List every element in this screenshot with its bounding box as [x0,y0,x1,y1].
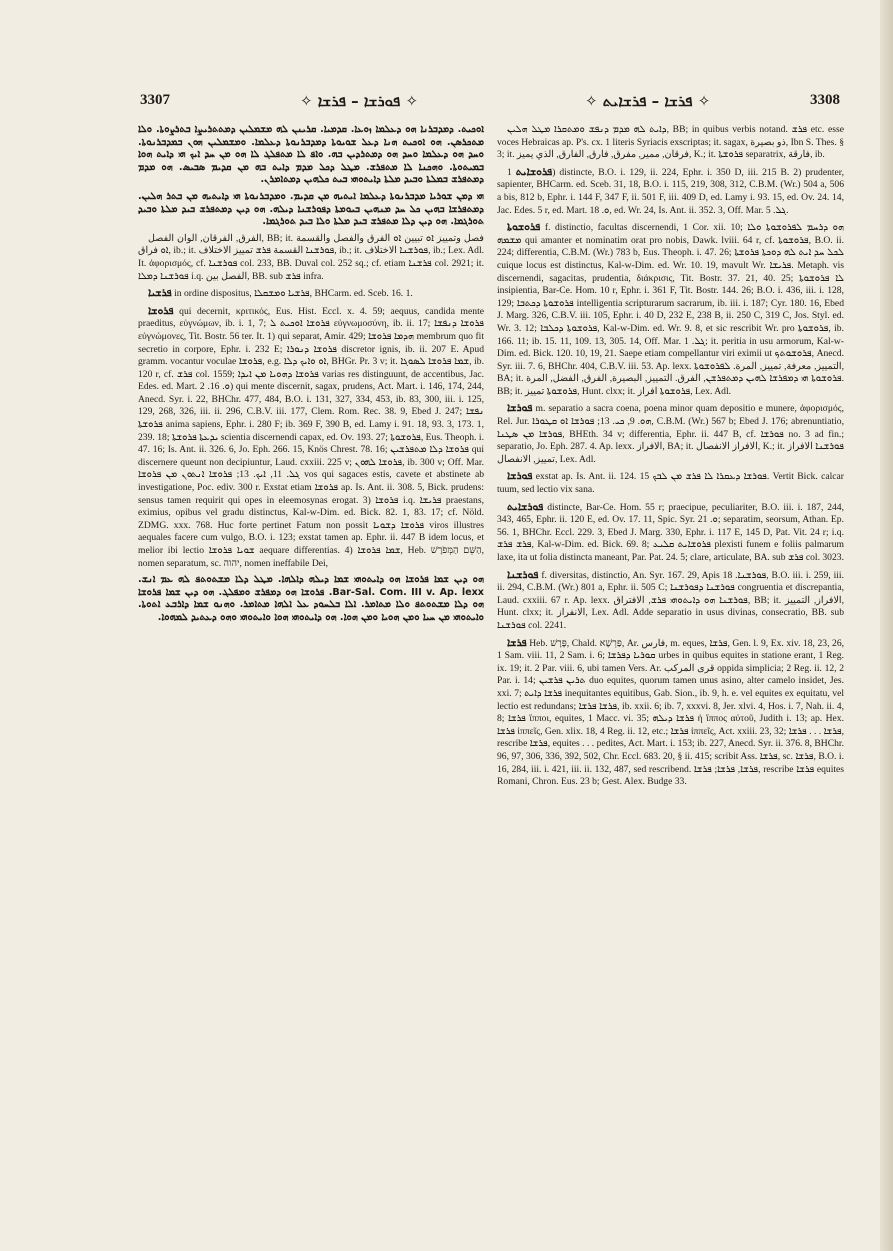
page-number-right: 3308 [810,92,840,108]
left-column [138,124,484,1224]
entry-continuation: ܕܐܝܬ ܠܗ ܡܕܡ ܕܢܦܫ ܘܡܬܩܪܐ ܡܛܠ ܗܠܝܢ, BB; in quibus verbis notand. ܦܪܫ etc. esse voces Hebraicas ap. P's. cx. 1 literis Syriacis exscriptas; it. sagax, ذو بصيرة, Ibn S. Thes. § 3; it. فرقان, ممير, مفرق, فارق, الفارق, الذي يميز, K.; it. ܦܪܘܫܬܐ separatrix, فارقة, ib. [497,124,844,161]
entry-text: m. separatio a sacra coena, poena minor quam depositio e munere, ἀφορισμός, Rel. Jur. ܗܘ. 9, ܟܝ. 13; ܦܘܪܫܐ ܐܘ ܩܛܘܪܐ, C.B.M. (Wr.) 567 b; Ebed J. 176; abrenuntiatio, ܦܘܪܫܐ ܡܢ ܣܛܢܐ, BHEth. 34 v; differentia, Ephr. ii. 447 B, cf. ܦܘܪܫܐ no. 3 ad fin.; separatio, Jo. Eph. 287. 4. Ap. lexx. الافراز, BA; it. الافراز الانفصال, K.; it. ܦܘܪܫܢܐ الافراز تمييز, الانفصال, Lex. Adl. [497,403,844,465]
page-header [140,92,840,114]
entry-text: qui decernit, κριτικός, Eus. Hist. Eccl. x. 4. 59; aequus, candida mente praeditus, εὐγνώμων, ib. i. 1, 7; ܦܪܘܫܐ ܐܘܟܝܬ ܠ εὐγνωμοσύνη, ib. ii. 17; ܦܪܘܫܐ ܕܢܦܫܐ εὐγνώμονες, Tit. Bostr. 56 ter. It. 1) qui separat, Amir. 429; ܗܕܡܐ ܦܪܘܫܐ membrum quo fit secretio in corpore, Ephr. i. 232 E; ܦܪܘܫܐ ܕܢܘܪܐ discretor ignis, ib. ii. 207 E. Apud gramm. vocantur voculae ܦܪܘܫܐ, e.g. ܐܘ ܘܐܝܟ ܕܠܐ, BHGr. Pr. 3 v; it. ܫܡܐ ܦܪܘܫܐ ܠܣܘܓܐ, ib. 120 r, cf. ܦܪܫ col. 1559; ܦܪܘܫܐ ܕܗܘܝܐ ܡܢ ܐܝܕܐ varias res distinguunt, de accentibus, Jac. Edes. ed. Mart. ܘ. 16. 2) qui mente discernit, sagax, prudens, Act. Mart. i. 146, 174, 244, Anecd. Syr. i. 22, BHChr. 477, 484, B.O. i. 131, 327, 334, 453, ib. 83, 300, iii. i. 125, 129, 268, 326, iii. ii. 296, C.B.V. iii. 177, Clem. Rom. Rec. 38. 9, Ebed J. 247; ܢܦܫܐ ܦܪܘܫܬܐ anima sapiens, Ephr. i. 280 F; ib. 369 F, 390 B, ed. Lamy i. 91. 18, 93. 3, 173. 1, 239. 18; ܝܕܥܬܐ ܦܪܘܫܬܐ scientia discernendi capax, ed. Ov. 193. 27; ܦܪܘܫܘܬܐ, Eus. Theoph. i. 47. 16; Is. Ant. ii. 326. 6, Jo. Eph. 266. 15, Knös Chrest. 78. 16; ܦܪܘܫܐ ܕܠܐ ܡܬܦܪܫܝܢ qui discernere queunt non decipiuntur, Laud. cxxiii. 225 v; ܦܪܘܫܐ ܠܗܘܢ, ib. 300 v; Off. Mar. ܓܠ. 11, ܐܝܟ. 13; ܦܪܘܫܐ ܐܢܬܘܢ ܡܢ ܦܪܘܫܐ vos qui sagaces estis, cavete et abstinete ab investigatione, Poc. ediv. 300 r. Exstat etiam ܦܪܘܫܐ ap. Is. Ant. ii. 308. 5, Bick. prudens: sensus tamen requirit qui opes in eleemosynas erogat. 3) ܦܪܘܫܐ i.q. ܦܪܝܫܐ praestans, eximius, opibus vel gradu distinctus, Kal-w-Dim. ed. Bick. 82. 1, 83. 17; cf. Nöld. ZDMG. xxx. 768. Huc forte pertinet Fatum non possit ܦܪܘܫܐ ܕܫܘܝܐ viros illustres aequales facere cum vulgo, B.O. i. 123; exstat tamen ap. Ephr. ii. 447 B idem locus, et melior ibi lectio ܫܘܝܐ ܦܪܘܫܐ aequare differentias. 4) ܫܡܐ ܦܪܘܫܐ, Heb. הַשֵּׁם הַמְּפֹרָשׁ, nomen separatum, sc. יהוה, nomen ineffabile Dei, [138,305,484,569]
entry-headword: ܦܘܪܫܐܝܬ [507,500,544,513]
entry-headword: ܦܘܪܫܢܐ [507,568,539,581]
lexicon-gloss: الفرق, الفرقان, الوان الفصل, BB; it. فصل وتمييز ܐܘ تبيين ܐܘ الفرق والفصل والقسمة ܐܘ فراق, ib.; it. ܦܘܪܫܢܐ القسمة ܦܪܫ تمييز الاختلاف, ib.; it. ܦܘܪܫܢܐ الاختلاف, ib.; Lex. Adl. It. ἀφορισμός, cf. ܦܘܪܫܢܐ col. 233, BB. Duval col. 252 sq.; cf. etiam ܦܪܫܢܐ col. 2921; it. ܦܘܪܫܢܐ ܕܡܠܐ i.q. الفصل بين, BB. sub ܦܪܫ infra. [138,232,484,282]
syriac-quotation: ܐܘܟܝܬ. ܕܡܕܒܪܢܐ ܗܘ ܕܥܠܡܐ ܙܘܥܐ. ܩܕܡܝܐ. ܩܪܝܢܢ ܠܗ ܡܫܡܠܝܢ ܕܡܬܬܪܝܨܐ ܒܬܪܨܘܬܐ. ܘܠܐ ܡܬܟܪܣܢ. ܗܘ ܐܘܟܝܬ ܗܢܐ ܕܥܠ ܫܘܝܘܬܐ ܕܡܕܒܪܢܘܬܐ ܕܥܠܡܐ. ܘܡܫܡܠܝܢ ܗܘܢ ܒܡܕܒܪܢܘܬܐ. ܘܚܕ ܗܘ ܕܥܠܡܐ ܘܚܕ ܗܘ ܕܡܬܪܕܝܢ ܒܗ. ܘܐܦ ܠܐ ܡܬܦܠܓ ܠܐ ܗܘ ܡܢ ܚܕ ܐܝܟ ܗܝ ܕܐܝܬ ܗܘܐ ܒܡܝܬܘܬܐ. ܘܗܟܢܐ ܠܐ ܡܬܦܪܫ. ܡܛܠ ܕܟܠ ܡܕܡ ܕܐܝܬ ܒܗ ܡܢ ܩܕܝܡ ܣܒܝܣ. ܗܘ ܡܕܡ ܕܡܬܦܪܫ ܒܡܠܬܐ ܘܒܝܕ ܡܠܬܐ ܕܐܝܬܘܗܝ ܒܝܬ ܟܠܗܝܢ ܕܡܬܐܡܪܢ. [138,124,484,186]
dictionary-entry [497,470,844,496]
entry-headword: ܦܘܪܫܐ [507,402,533,415]
dictionary-entry [497,221,844,398]
syriac-quotation: ܗܘ ܕܝܢ ܫܡܐ ܦܪܘܫܐ ܗܘ ܕܐܝܬܘܗܝ ܫܡܐ ܕܝܠܗ ܕܐܠܗܐ. ܡܛܠ ܕܠܐ ܡܫܬܘܬܦ ܠܗ ܥܡ ܐܢܫ. Bar-Sal. Com. III v. Ap. lexx. ܦܪܘܫܐ ܗܘ ܕܡܦܪܫ ܘܡܦܠܓ. ܗܘ ܕܝܢ ܫܡܐ ܦܪܘܫܐ ܗܘ ܕܠܐ ܡܫܬܘܬܦ ܘܠܐ ܡܬܐܡܪ. ܐܠܐ ܒܠܚܘܕ ܥܠ ܐܠܗܐ ܡܬܐܡܪ. ܘܗܢܘ ܫܡܐ ܕܐܪܒܥ ܐܬܘܬܐ. ܘܐܝܬܘܗܝ ܡܢ ܚܝܐ ܘܡܢ ܗܘܝܐ ܘܡܢ ܗܘܐ. ܗܘ ܕܐܝܬܘܗܝ ܗܘܐ ܘܐܝܬܘܗܝ ܘܗܘ ܕܥܬܝܕ ܠܡܗܘܐ. [138,574,484,623]
dictionary-entry [497,569,844,633]
entry-text: exstat ap. Is. Ant. ii. 124. 15 ܦܘܪܫܐ ܕܥܩܪܐ ܠܐ ܦܪܫ ܡܢ ܠܒܟ. Vertit Bick. calcar tuum, sed lectio vix sana. [497,471,844,496]
entry-headword: ܦܪܘܫܐܝܬ [515,165,553,178]
entry-text: distincte, Bar-Ce. Hom. 55 r; praecipue, peculiariter, B.O. iii. i. 187, 244, 343, 465, Ephr. ii. 120 E, ed. Ov. 17. 11, Spic. Syr. ܘ. 21; separatim, seorsum, Athan. Ep. 56. 1, BHChr. Eccl. 229. 3, Ebed J. Marg. 330, Ephr. i. 117 E, 145 D, Pat. Vit. 24 r; i.q. ܦܪܫ ܦܪܫ, Kal-w-Dim. ed. Bick. 69. 8; ܦܪܘܫܐܝܬ ܩܠܝܥ plexisti funem e foliis palmarum laxe, ita ut folia distincta maneant, Par. Pat. 24. 5; clare, articulate, BA. sub ܦܪܫ col. 3023. [497,501,844,563]
entry-text: f. distinctio, facultas discernendi, 1 Cor. xii. 10; ܗܘ ܕܪܚܡ ܠܦܪܘܫܘܬܐ ܘܠܐ ܡܫܡܗ qui amanter et nominatim orat pro nobis, Dawk. lviii. 64 r, cf. ܦܪܘܫܘܬܐ, B.O. ii. 224; differentia, C.B.M. (Wr.) 783 b, Eus. Theoph. i. 47. 26; ܠܟܠ ܚܕ ܐܝܬ ܠܗ ܕܘܟܬܐ ܦܪܘܫܬܐ cuique locus est distinctus, Kal-w-Dim. ed. Wr. 10. 19, mavult Wr. ܦܪܝܫܐ. Metaph. vis discernendi, sagacitas, prudentia, διάκρισις, Tit. Bostr. 37. 21, 40. 25; ܠܐ ܦܪܘܫܘܬܐ insipientia, Bar-Ce. Hom. 10 r, Ephr. i. 361 F, Tit. Bostr. 144. 26; B.O. i. 436, iii. i. 128, 129; ܦܪܘܫܘܬܐ ܕܟܬܒܐ intelligentia scripturarum sacrarum, ib. iii. i. 187; Cyr. 180. 16, Ebed J. Marg. 326, C.B.V. iii. 105, Ephr. i. 40 D, 232 E, 238 B, ii. 250 C, 319 C, Jos. Styl. ed. Wr. 3. 12; ܦܪܘܫܘܬܐ ܕܟܠܒܐ, Kal-w-Dim. ed. Wr. 9. 8, et sic rescribit Wr. pro ܦܪܘܫܘܬܐ, ib. 166. 11; ib. 15. 11, 109. 13, 305. 14, Off. Mar. ܓܠ. 1; it. peritia in usu armorum, Kal-w-Dim. ed. Bick. 120. 10, 19, 21. Saepe etiam compellantur viri eximii ut ܦܪܘܫܘܬܟ, Anecd. Syr. iii. 7. 6, BHChr. 404, C.B.V. iii. 53. Ap. lexx. التمييز, معرفة, تمييز, المرة. ܠܦܪܘܫܘܬܐ, BA; it. ܦܪܘܫܘܬܐ ܗܝ ܕܡܦܪܫܐ ܠܗܝܢ ܕܡܬܦܪܫܢ, الفرق. التمييز, البصيرة, الفرق, الفضل, المرة. BB; it. ܦܪܘܫܘܬܐ تمييز, Hunt. clxx; it. ܦܪܘܫܘܬܐ افراز, Lex. Adl. [497,222,844,397]
syriac-quotation: ܗܝ ܕܡܢ ܫܘܪܝܐ ܡܕܒܪܢܘܬܐ ܕܥܠܡܐ ܐܝܬܝܗ ܡܢ ܩܕܝܡ. ܘܡܕܒܪܢܘܬܐ ܗܝ ܕܐܝܬܝܗ ܡܢ ܒܬܪ ܗܠܝܢ. ܕܡܬܦܪܫܐ ܒܗܝܢ ܟܠ ܚܕ ܡܢܗܝܢ ܒܝܘܡܬܐ ܕܦܘܪܫܢܐ ܕܝܠܗ. ܗܘ ܕܝܢ ܕܡܬܦܪܫ ܒܝܕ ܡܠܬܐ ܘܒܝܕ ܬܘܪܓܡܐ. ܗܘ ܕܝܢ ܕܠܐ ܡܬܦܪܫ ܒܝܕ ܡܠܬܐ ܘܠܐ ܒܝܕ ܬܘܪܓܡܐ. [138,190,484,228]
dictionary-entry [497,501,844,565]
entry-headword: ܦܪܘܫܘܬܐ [507,221,541,234]
dictionary-entry [138,305,484,570]
running-head-left: ✧ ܦܘܪܫܐ – ܦܪܫܐ ✧ [300,92,419,110]
entry-text: 1) distincte, B.O. i. 129, ii. 224, Ephr. i. 350 D, iii. 215 B. 2) prudenter, sapienter, BHCarm. ed. Sceb. 31, 18, B.O. i. 115, 219, 308, 312, C.B.M. (Wr.) 504 a, 506 a bis, 812 b, Ephr. i. 144 F, 347 F, ii. 501 F, iii. 409 D, ed. Lamy i. 93. 15, ed. Ov. 24. 14, Jac. Edes. 5 r, ed. Mart. ܘ. 18, ed. Wr. 24, Is. Ant. ii. 352. 3, Off. Mar. ܓܠ. 5. [497,166,844,216]
entry-headword: ܦܘܪܫܐ [507,470,533,483]
entry-text: in ordine dispositus, ܦܪܫܝܐ ܘܡܫܩܠܐ, BHCarm. ed. Sceb. 16. 1. [174,288,413,300]
entry-text: f. diversitas, distinctio, An. Syr. 167. 29, Apis ܦܘܪܫܢܐ. 18, B.O. iii. i. 259, iii. ii. 294, C.B.M. (Wr.) 801 a, Ephr. ii. 505 C; ܦܘܪܫܢܐ ܕܦܘܪܫܢܐ congruentia et discrepantia, Laud. cxxiii. 67 r. Ap. lexx. ܦܘܪܫܢܐ ܗܘ ܕܐܝܬܘܗܝ ܦܪܫ, الافتراق, BB; it. الافراز, التمييز, Hunt. clxx; it. الانفراز, Lex. Adl. Adde separatio in usus divinas, consecratio, BB. sub ܦܘܪܫܢܐ col. 2241. [497,569,844,631]
entry-text: Heb. פָּרָשׁ, Chald. פַּרְשָׁא, Ar. فارس, m. eques, ܦܪܫܐ, Gen. l. 9, Ex. xiv. 18, 23, 26, 1 Sam. viii. 11, 2 Sam. i. 6; ܩܘܪܝܐ ܕܦܪܫܐ urbes in quibus equites in statione erant, 1 Reg. ix. 19; it. 2 Par. viii. 6, ubi tamen Vers. Ar. قرى المركب oppida simplicia; 2 Reg. ii. 12, 2 Par. i. 14; ܬܪܝܢ ܦܪܫܝܢ duo equites, quorum tamen unus asino, alter camelo insidet, Jes. xxi. 7; ܦܪܫܐ ܕܐܝܬ inequitantes equitibus, Gab. Sion., ib. 9, h. e. vel equites ex equitatu, vel lectio est redundans; ܦܪܫܐ ܦܪܫܐ, ib. xxii. 6; ib. 7, xxxvi. 8, Jer. xlvi. 4, Hos. i. 7, Nah. ii. 4, 8; ܦܪܫܐ ἵπποι, equites, 1 Macc. vi. 35; ܦܪܫܐ ܕܝܠܗ ἡ ἵππος αὐτοῦ, Judith i. 13; ap. Hex. ܦܪܫܐ ἱππεῖς, Gen. xlix. 18, 4 Reg. ii. 12, etc.; ܦܪܫܐ ἱππεῖς, Act. xxiii. 23, 32; ܦܪܫܐ . . . ܦܪܫܐ, rescribe ܦܪܫܐ, equites . . . pedites, Act. Mart. i. 153; ib. 227, Anecd. Syr. ii. 376. 8, BHChr. 96, 97, 306, 336, 392, 502, Chr. Eccl. 683. 20, § ii. 415; scribit Ass. ܦܪܫܐ, sc. ܦܪܫܐ, B.O. i. 16, 284, iii. i. 421, iii. ii. 132, 487, sed rescribend. ܦܪܫܐ, ܦܪܫܐ; ܦܪܫܐ, rescribe ܦܪܫܐ equites Romani, Chron. Eus. 23 b; Gest. Alex. Budge 33. [497,637,844,788]
entry-headword: ܦܪܫܝܐ [148,287,172,300]
page-edge-shadow [880,0,893,1251]
running-head-right: ✧ ܦܪܫܐ – ܦܪܫܐܝܬ ✧ [585,92,711,110]
page-number-left: 3307 [140,92,170,108]
dictionary-entry [138,287,484,301]
dictionary-entry [497,637,844,789]
entry-headword: ܦܪܫܐ [507,636,527,649]
dictionary-entry [497,166,844,217]
right-column [497,124,844,1224]
entry-headword: ܦܪܘܫܐ [148,304,174,317]
dictionary-entry [497,402,844,466]
